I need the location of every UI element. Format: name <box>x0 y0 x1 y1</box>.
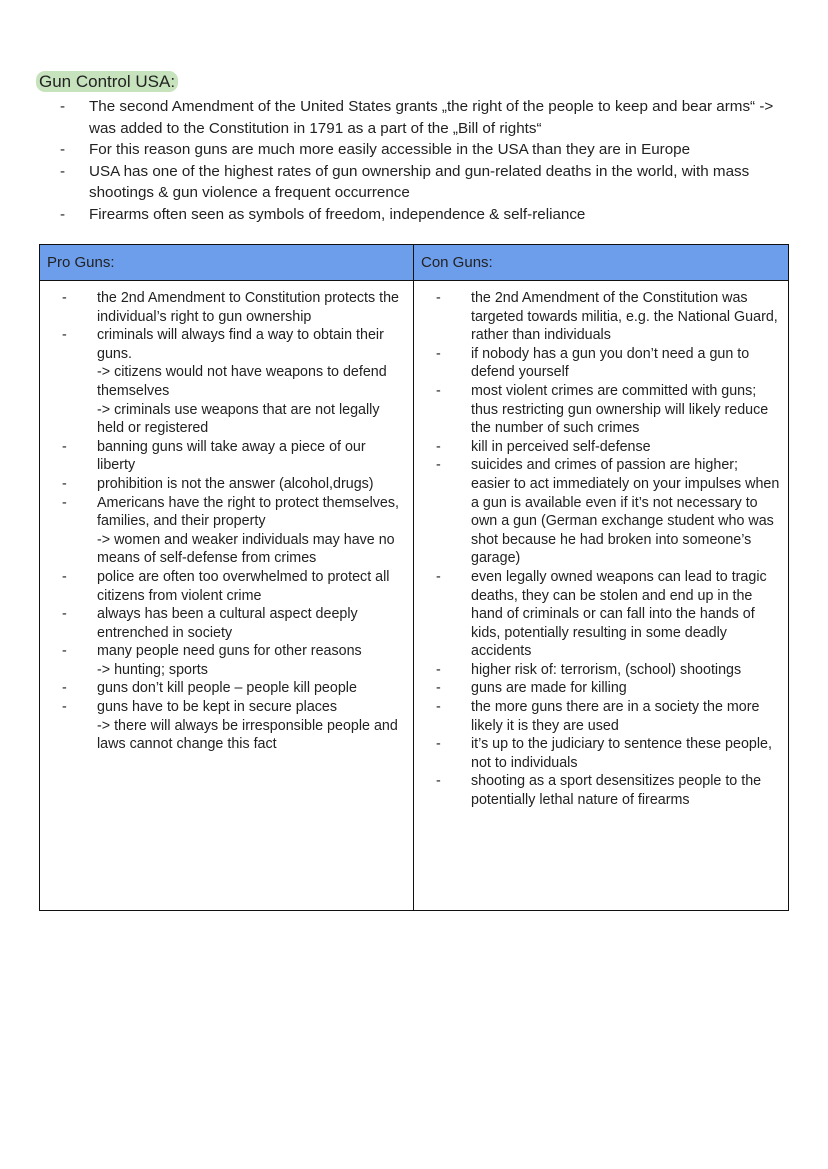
con-list-item <box>436 698 780 735</box>
bullet-dash: - <box>436 345 441 362</box>
pro-point-text: Americans have the right to protect themselves, families, and their property <box>97 494 399 530</box>
bullet-dash: - <box>60 141 66 158</box>
intro-text: USA has one of the highest rates of gun ownership and gun-related deaths in the world, with mass shootings & gun violence a frequent occurrence <box>89 162 750 201</box>
page-title: Gun Control USA: <box>36 71 178 92</box>
pro-point-text: guns don’t kill people – people kill people <box>97 680 357 697</box>
pro-sub-point-text: -> citizens would not have weapons to defend themselves <box>97 364 387 399</box>
pro-sub-point-text: -> women and weaker individuals may have no means of self-defense from crimes <box>97 531 395 567</box>
con-header: Con Guns: <box>414 245 789 281</box>
intro-list <box>60 96 780 225</box>
list-item <box>60 161 780 204</box>
pro-sub-point-text: -> criminals use weapons that are not legally held or registered <box>97 401 380 437</box>
pro-sub-point-text: -> hunting; sports <box>97 661 208 678</box>
con-list-item <box>436 679 780 698</box>
con-list <box>436 289 780 810</box>
con-list-item <box>436 456 780 568</box>
list-item <box>60 139 780 161</box>
bullet-dash: - <box>436 680 441 697</box>
bullet-dash: - <box>436 382 441 399</box>
con-list-item <box>436 345 780 382</box>
con-point-text: most violent crimes are committed with guns; thus restricting gun ownership will likely reduce the number of such crimes <box>471 382 769 437</box>
bullet-dash: - <box>436 736 441 753</box>
bullet-dash: - <box>62 568 67 585</box>
bullet-dash: - <box>436 699 441 716</box>
con-point-text: if nobody has a gun you don’t need a gun to defend yourself <box>471 345 750 381</box>
table-body-row <box>40 281 789 911</box>
bullet-dash: - <box>62 643 67 660</box>
bullet-dash: - <box>62 475 67 492</box>
pro-point-text: prohibition is not the answer (alcohol,drugs) <box>97 475 374 492</box>
bullet-dash: - <box>436 438 441 455</box>
pro-list-item <box>62 642 405 679</box>
intro-text: The second Amendment of the United States grants „the right of the people to keep and bear arms“ -> was added to the Constitution in 1791 as a part of the „Bill of rights“ <box>89 98 774 137</box>
con-list-item <box>436 772 780 809</box>
pro-list-item <box>62 289 405 326</box>
pro-point-text: the 2nd Amendment to Constitution protects the individual’s right to gun ownership <box>97 290 400 325</box>
con-point-text: higher risk of: terrorism, (school) shootings <box>471 661 742 678</box>
list-item <box>60 96 780 139</box>
con-list-item <box>436 438 780 457</box>
pro-list-item <box>62 475 405 494</box>
bullet-dash: - <box>62 699 67 716</box>
con-point-text: the 2nd Amendment of the Constitution was targeted towards militia, e.g. the National Guard, rather than individuals <box>471 290 778 344</box>
bullet-dash: - <box>62 606 67 623</box>
con-point-text: even legally owned weapons can lead to tragic deaths, they can be stolen and end up in the hand of criminals or can fall into the hands of kids, potentially resulting in some deadly accidents <box>471 568 767 660</box>
con-point-text: suicides and crimes of passion are higher; easier to act immediately on your impulses when a gun is available even if it’s not necessary to own a gun (German exchange student who was shot because he had broken into someone’s garage) <box>471 457 780 567</box>
pro-point-text: always has been a cultural aspect deeply entrenched in society <box>97 606 358 641</box>
pro-point-text: police are often too overwhelmed to protect all citizens from violent crime <box>97 568 390 604</box>
intro-text: For this reason guns are much more easily accessible in the USA than they are in Europe <box>89 141 691 158</box>
con-point-text: it’s up to the judiciary to sentence these people, not to individuals <box>471 736 772 771</box>
bullet-dash: - <box>60 162 66 180</box>
bullet-dash: - <box>436 773 441 790</box>
table-header-row <box>40 245 789 281</box>
con-list-item <box>436 568 780 661</box>
pro-sub-point-text: -> there will always be irresponsible people and laws cannot change this fact <box>97 717 398 753</box>
bullet-dash: - <box>60 98 66 115</box>
pro-list <box>62 289 405 754</box>
pro-point-text: many people need guns for other reasons <box>97 643 362 660</box>
bullet-dash: - <box>60 205 66 223</box>
bullet-dash: - <box>62 494 67 511</box>
bullet-dash: - <box>62 680 67 697</box>
con-list-item <box>436 289 780 345</box>
pro-list-item <box>62 679 405 698</box>
bullet-dash: - <box>436 457 441 474</box>
con-cell <box>414 281 789 911</box>
bullet-dash: - <box>436 568 441 585</box>
pro-header: Pro Guns: <box>40 245 414 281</box>
con-list-item <box>436 661 780 680</box>
bullet-dash: - <box>436 661 441 678</box>
bullet-dash: - <box>62 327 67 344</box>
con-point-text: shooting as a sport desensitizes people to the potentially lethal nature of firearms <box>471 773 762 809</box>
con-point-text: the more guns there are in a society the more likely it is they are used <box>471 699 760 734</box>
intro-text: Firearms often seen as symbols of freedom, independence & self-reliance <box>89 205 586 223</box>
con-point-text: guns are made for killing <box>471 680 627 697</box>
pro-list-item <box>62 494 405 568</box>
con-point-text: kill in perceived self-defense <box>471 438 651 455</box>
bullet-dash: - <box>436 290 441 306</box>
list-item <box>60 204 780 226</box>
pro-point-text: banning guns will take away a piece of our liberty <box>97 438 366 474</box>
bullet-dash: - <box>62 290 67 306</box>
pro-point-text: guns have to be kept in secure places <box>97 699 338 716</box>
bullet-dash: - <box>62 438 67 455</box>
pro-list-item <box>62 438 405 475</box>
con-list-item <box>436 382 780 438</box>
pro-list-item <box>62 568 405 605</box>
con-list-item <box>436 735 780 772</box>
pro-list-item <box>62 698 405 754</box>
pro-cell <box>40 281 414 911</box>
pro-list-item <box>62 605 405 642</box>
pro-point-text: criminals will always find a way to obtain their guns. <box>97 327 384 362</box>
pro-list-item <box>62 326 405 438</box>
pro-con-table <box>39 244 789 911</box>
